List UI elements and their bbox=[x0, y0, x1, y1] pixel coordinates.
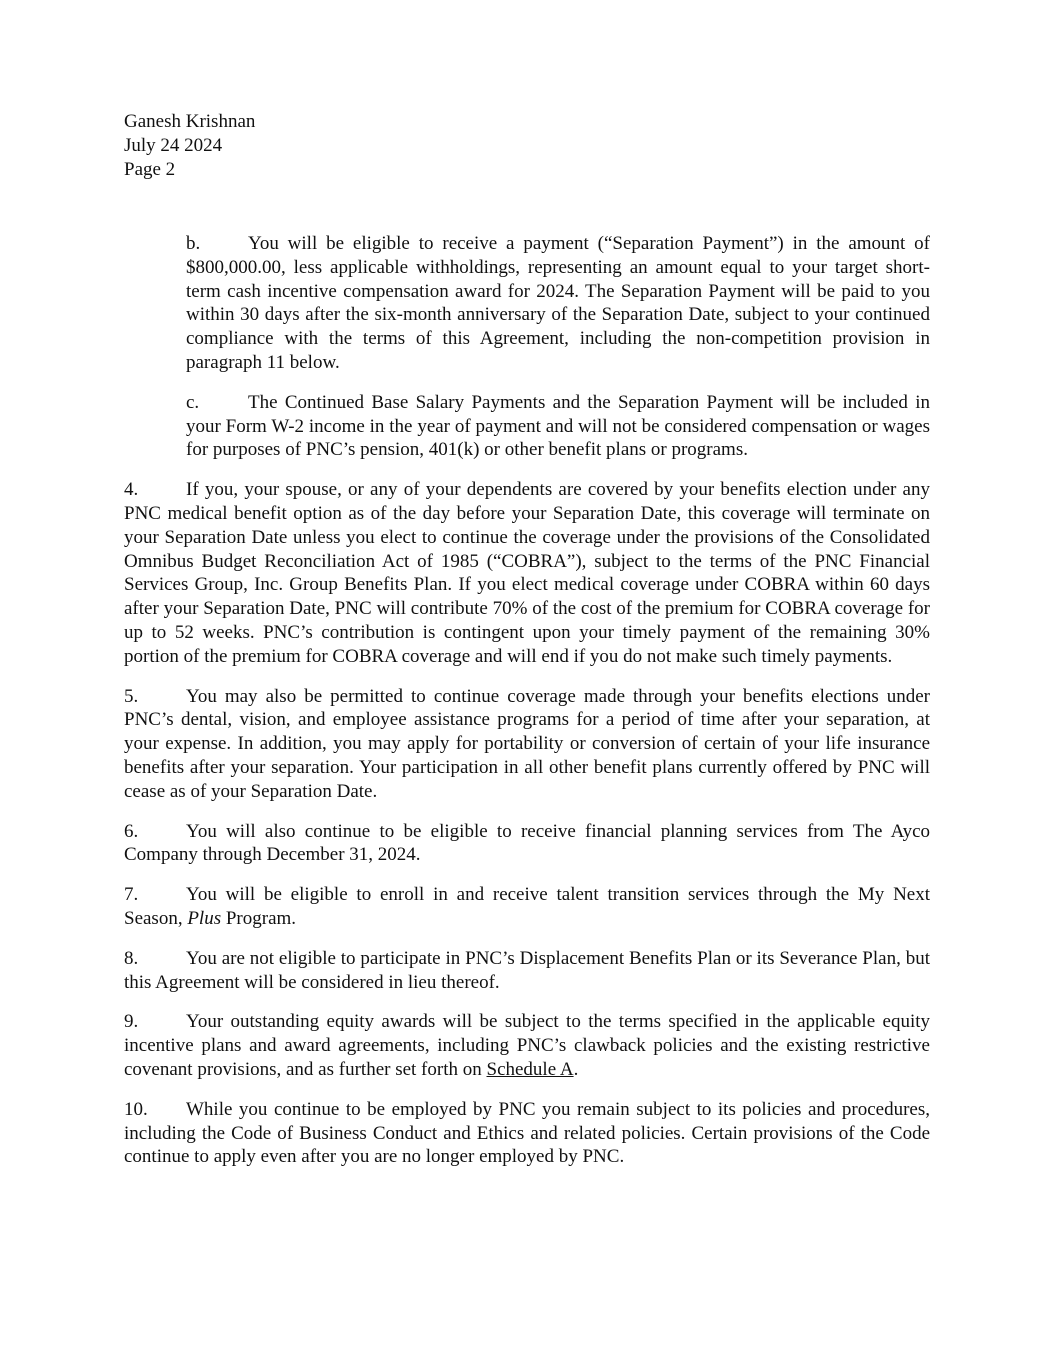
paragraph-3c bbox=[186, 391, 930, 462]
paragraph-text: You may also be permitted to continue coverage made through your benefits elections under PNC’s dental, vision, and employee assistance programs for a period of time after your separation, at your expense. In addition, you may apply for portability or conversion of certain of your life insurance benefits after your separation. Your participation in all other benefit plans currently offered by PNC will cease as of your Separation Date. bbox=[124, 685, 930, 802]
paragraph-6 bbox=[124, 820, 930, 868]
paragraph-text: Your outstanding equity awards will be subject to the terms specified in the applicable equity incentive plans and award agreements, including PNC’s clawback policies and the existing restrictive covenant provisions, and as further set forth on bbox=[124, 1011, 930, 1080]
paragraph-number: 10. bbox=[124, 1098, 148, 1120]
paragraph-number: 6. bbox=[124, 820, 139, 842]
paragraph-number: 8. bbox=[124, 947, 139, 969]
paragraph-10 bbox=[124, 1098, 930, 1169]
paragraph-number: 4. bbox=[124, 479, 139, 501]
paragraph-text: You are not eligible to participate in PNC’s Displacement Benefits Plan or its Severance Plan, but this Agreement will be considered in lieu thereof. bbox=[124, 947, 930, 993]
paragraph-text-end: . bbox=[573, 1058, 579, 1080]
paragraph-text: The Continued Base Salary Payments and the Separation Payment will be included in your Form W-2 income in the year of payment and will not be considered compensation or wages for purposes of PNC’s pension, 401(k) or other benefit plans or programs. bbox=[186, 391, 930, 461]
schedule-a-reference: Schedule A bbox=[486, 1058, 574, 1080]
paragraph-text: While you continue to be employed by PNC you remain subject to its policies and procedures, including the Code of Business Conduct and Ethics and related policies. Certain provisions of the Code continue to apply even after you are no longer employed by PNC. bbox=[124, 1098, 930, 1168]
paragraph-9 bbox=[124, 1010, 930, 1081]
program-name-italic: Plus bbox=[187, 907, 222, 929]
paragraph-number: 5. bbox=[124, 685, 139, 707]
paragraph-7 bbox=[124, 883, 930, 931]
paragraph-4 bbox=[124, 478, 930, 668]
paragraph-text-end: Program. bbox=[221, 907, 297, 929]
paragraph-number: c. bbox=[186, 391, 200, 413]
paragraph-text: If you, your spouse, or any of your dependents are covered by your benefits election under any PNC medical benefit option as of the day before your Separation Date, this coverage will terminate on your Separation Date unless you elect to continue the coverage under the provisions of the Consolidated Omnibus Budget Reconciliation Act of 1985 (“COBRA”), subject to the terms of the PNC Financial Services Group, Inc. Group Benefits Plan. If you elect medical coverage under COBRA within 60 days after your Separation Date, PNC will contribute 70% of the cost of the premium for COBRA coverage for up to 52 weeks. PNC’s contribution is contingent upon your timely payment of the remaining 30% portion of the premium for COBRA coverage and will end if you do not make such timely payments. bbox=[124, 479, 930, 667]
paragraph-5 bbox=[124, 685, 930, 804]
paragraph-number: 9. bbox=[124, 1011, 139, 1033]
paragraph-text: You will be eligible to receive a payment (“Separation Payment”) in the amount of $800,000.00, less applicable withholdings, representing an amount equal to your target short-term cash incentive compensation award for 2024. The Separation Payment will be paid to you within 30 days after the six-month anniversary of the Separation Date, subject to your continued compliance with the terms of this Agreement, including the non-competition provision in paragraph 11 below. bbox=[186, 233, 930, 373]
letter-header bbox=[124, 110, 930, 182]
letter-date: July 24 2024 bbox=[124, 135, 223, 156]
paragraph-text: You will also continue to be eligible to receive financial planning services from The Ayco Company through December 31, 2024. bbox=[124, 820, 930, 866]
recipient-name: Ganesh Krishnan bbox=[124, 111, 256, 132]
paragraph-8 bbox=[124, 947, 930, 995]
paragraph-3b bbox=[186, 232, 930, 375]
page-number: Page 2 bbox=[124, 159, 176, 180]
paragraph-number: 7. bbox=[124, 884, 139, 906]
document-page bbox=[124, 110, 930, 1169]
paragraph-text: You will be eligible to enroll in and receive talent transition services through the My Next Season, bbox=[124, 884, 930, 929]
paragraph-number: b. bbox=[186, 233, 201, 254]
